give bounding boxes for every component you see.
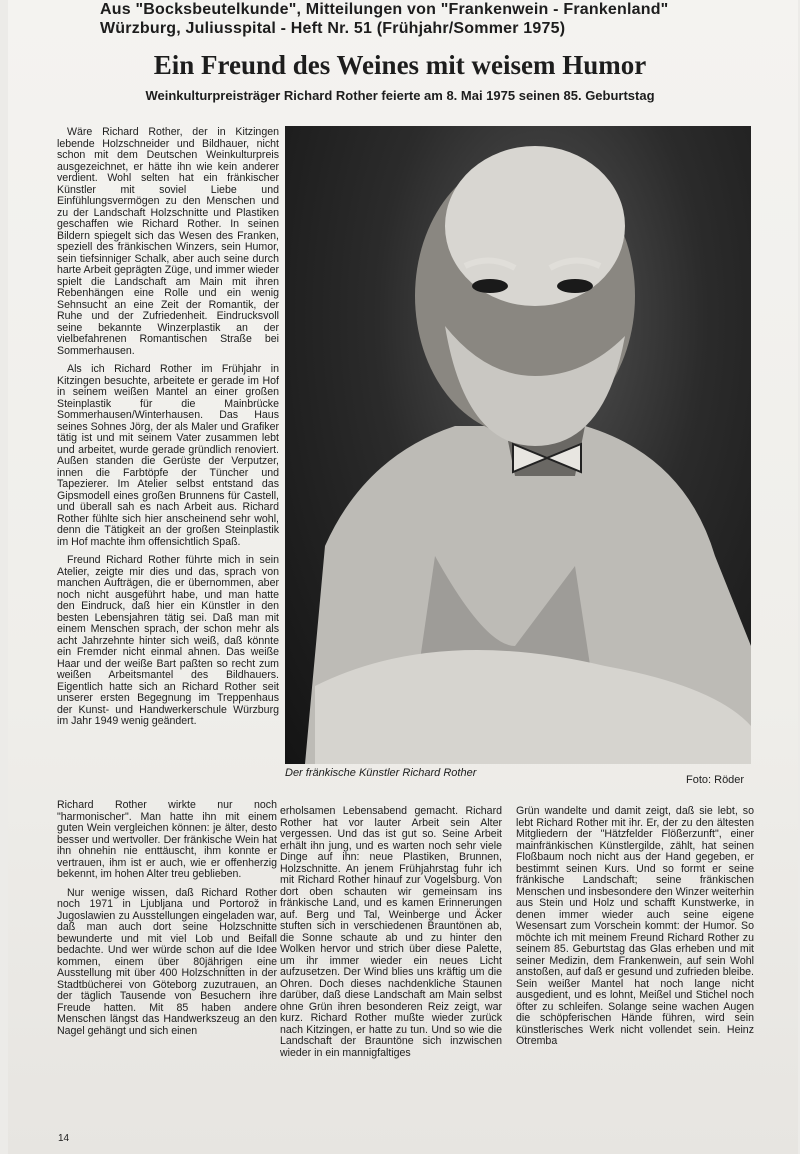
paragraph: Nur wenige wissen, daß Richard Rother noch 1971 in Ljubljana und Portorož in Jugoslawien zu Ausstellungen eingeladen war, daß man auch dort seine Holzschnitte bewunderte und mit viel Lob und Beifall bedachte. Und wer würde schon auf die Idee kommen, einem über 80jährigen eine Ausstellung mit über 400 Holzschnitten in der Stadtbücherei von Göteborg zuzutrauen, an der täglich Tausende von Besuchern ihre Freude hatten. Mit 85 haben andere Menschen längst das Handwerkszeug an den Nagel gehängt und sich einen [57, 886, 277, 1037]
source-line-1: Aus "Bocksbeutelkunde", Mitteilungen von "Frankenwein - Frankenland" [100, 1, 669, 18]
article-column-left [57, 127, 279, 795]
article-column-bottom-2 [280, 806, 502, 1131]
photo-caption: Der fränkische Künstler Richard Rother [285, 767, 477, 779]
paragraph: Freund Richard Rother führte mich in sein Atelier, zeigte mir dies und das, sprach von manchen Aufträgen, die er übernommen, aber noch nicht ausgeführt habe, und man hatte den Eindruck, daß hier ein Künstler in den besten Lebensjahren tätig sei. Daß man mit einem Menschen sprach, der schon mehr als acht Jahrzehnte hinter sich weiß, daß könnte ein Fremder nicht einmal ahnen. Das weiße Haar und der weiße Bart paßten so recht zum weißen Arbeitsmantel des Bildhauers. Eigentlich hatte sich an Richard Rother seit unserer ersten Begegnung im Treppenhaus der Kunst- und Handwerkerschule Würzburg im Jahr 1949 wenig geändert. [57, 554, 279, 727]
paragraph: Grün wandelte und damit zeigt, daß sie lebt, so lebt Richard Rother mit ihr. Er, der zu den ältesten Mitgliedern der "Hätzfelder Flößerzunft", einer mainfränkischen Künstlergilde, zählt, hat seinen Floßbaum noch nicht aus der Hand gegeben, er bestimmt seinen Kurs. Und so formt er seine fränkische Landschaft; seine fränkischen Menschen und insbesondere den Winzer weiterhin aus Stein und Holz und schafft Kunstwerke, in denen immer wieder auch seine eigene Wesensart zum Vorschein kommt: der Humor. So möchte ich mit meinem Freund Richard Rother zu seinem 85. Geburtstag das Glas erheben und mit seiner Medizin, dem Frankenwein, auf sein Wohl anstoßen, auf daß er gesund und zufrieden bleibe. Sein weißer Mantel hat noch lange nicht ausgedient, und es lohnt, Meißel und Stichel noch öfter zu schleifen. Solange seine wachen Augen die schöpferischen Hände führen, wird sein künstlerisches Werk nicht vollendet sein. Heinz Otremba [516, 806, 754, 1047]
portrait-photo-icon [285, 126, 751, 764]
page-number: 14 [58, 1133, 70, 1144]
article-column-bottom-1 [57, 800, 277, 1130]
article-headline: Ein Freund des Weines mit weisem Humor [153, 50, 647, 80]
source-reference [100, 0, 720, 38]
photo-credit: Foto: Röder [686, 774, 745, 786]
paragraph: Als ich Richard Rother im Frühjahr in Kitzingen besuchte, arbeitete er gerade im Hof in seinem weißen Mantel an einer großen Steinplastik für die Mainbrücke Sommerhausen/Winterhausen. Das Haus seines Sohnes Jörg, der als Maler und Grafiker tätig ist und mit seinem Vater zusammen lebt und arbeitet, wurde gerade gründlich renoviert. Außen standen die Gerüste der Verputzer, innen die Farbtöpfe der Tüncher und Tapezierer. Im Atelier selbst entstand das Gipsmodell eines großen Brunnens für Castell, und überall sah es nach Arbeit aus. Richard Rother fühlte sich hier anscheinend sehr wohl, denn die Tätigkeit an der großen Steinplastik im Hof machte ihm offensichtlich Spaß. [57, 363, 279, 548]
article-subheadline: Weinkulturpreisträger Richard Rother feierte am 8. Mai 1975 seinen 85. Geburtstag [145, 88, 655, 103]
portrait-photo [285, 126, 751, 764]
source-line-2: Würzburg, Juliusspital - Heft Nr. 51 (Frühjahr/Sommer 1975) [100, 20, 566, 37]
paragraph: Wäre Richard Rother, der in Kitzingen lebende Holzschneider und Bildhauer, nicht schon mit dem Deutschen Weinkulturpreis ausgezeichnet, er hätte ihn wie kein anderer verdient. Wohl selten hat ein fränkischer Künstler mit soviel Liebe und Einfühlungsvermögen zu den Menschen und zu der Landschaft Holzschnitte und Plastiken geschaffen wie Richard Rother. In seinen Bildern spiegelt sich das Wesen des Franken, speziell des fränkischen Winzers, sein Humor, sein tiefsinniger Schalk, aber auch seine durch harte Arbeit geprägten Züge, und immer wieder spielt die Landschaft am Main mit ihren Rebenhängen eine Rolle und ein wenig Sehnsucht an eine Zeit der Romantik, der Ruhe und der Zufriedenheit. Eindrucksvoll seine bekannte Winzerplastik an der vielbefahrenen Romantischen Straße bei Sommerhausen. [57, 127, 279, 357]
paragraph: Richard Rother wirkte nur noch "harmonischer". Man hatte ihn mit einem guten Wein vergleichen können: je älter, desto besser und wertvoller. Der fränkische Wein hat ihn ohnehin nie enttäuscht, ihm konnte er vertrauen, ihm ist er auch, wie er offenherzig bekennt, im hohen Alter treu geblieben. [57, 800, 277, 880]
paragraph: erholsamen Lebensabend gemacht. Richard Rother hat vor lauter Arbeit sein Alter vergessen. Und das ist gut so. Seine Arbeit erhält ihn jung, und es warten noch sehr viele Dinge auf ihn: neue Plastiken, Brunnen, Holzschnitte. An jenem Frühjahrstag fuhr ich mit Richard Rother hinauf zur Vogelsburg. Von dort oben schauten wir gemeinsam ins fränkische Land, und es kamen Erinnerungen auf. Berg und Tal, Weinberge und Äcker stuften sich in verschiedenen Brauntönen ab, die Sonne schaute ab und zu hinter den Wolken hervor und strich über diese Palette, um ihr immer wieder ein neues Licht aufzusetzen. Der Wind blies uns kräftig um die Ohren. Doch dieses nachdenkliche Staunen darüber, daß diese Landschaft am Main selbst ohne Grün ihren besonderen Reiz zeigt, war kurz. Richard Rother mußte wieder zurück nach Kitzingen, er hatte zu tun. Und so wie die Landschaft der Brauntöne sich inzwischen wieder in ein mannigfaltiges [280, 806, 502, 1059]
article-column-bottom-3 [516, 806, 754, 1131]
